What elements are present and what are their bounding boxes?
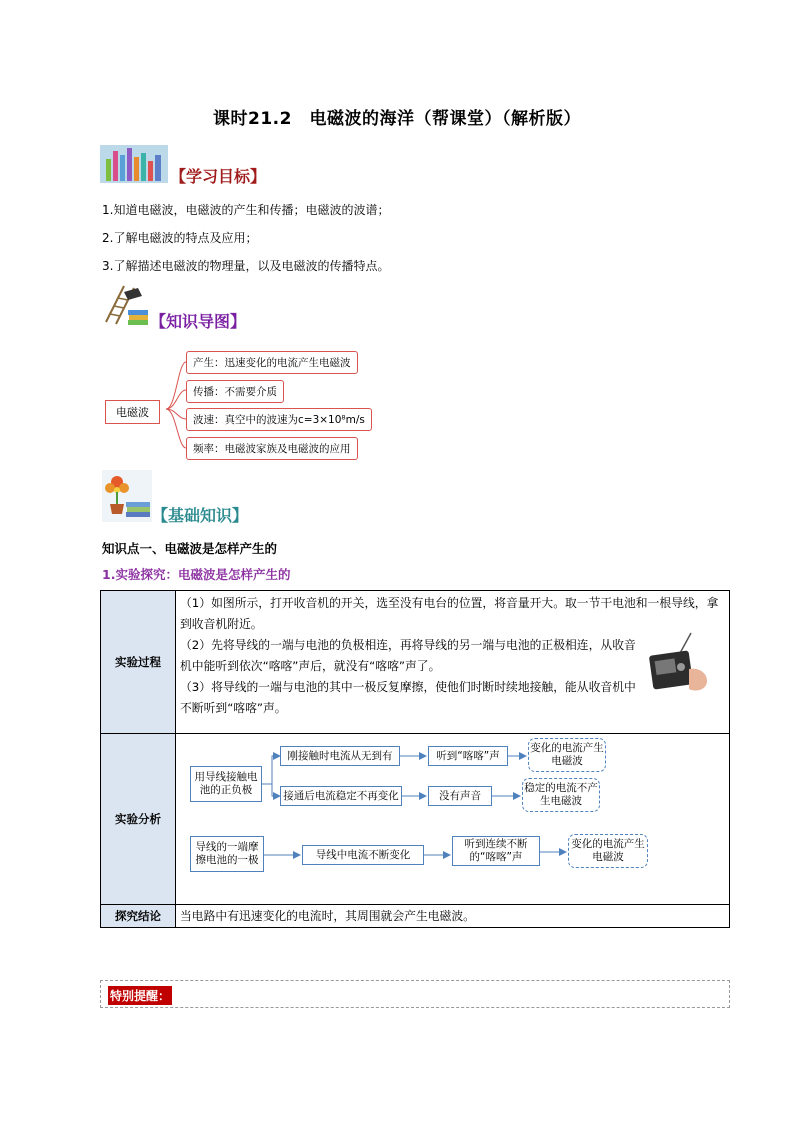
flow-conclusion: 变化的电流产生电磁波: [568, 834, 648, 868]
table-row: [101, 905, 730, 928]
mindmap-branch: 频率：电磁波家族及电磁波的应用: [186, 437, 358, 460]
process-step: （1）如图所示，打开收音机的开关，选至没有电台的位置，将音量开大。取一节干电池和一根导线，拿到收音机附近。: [180, 596, 719, 631]
experiment-table: [100, 590, 730, 928]
page-title: 课时21.2 电磁波的海洋（帮课堂）（解析版）: [213, 109, 581, 129]
mindmap-branch: 传播：不需要介质: [186, 380, 284, 403]
basic-heading: 【基础知识】: [152, 506, 249, 525]
flow-result: 听到连续不断的“喀喀”声: [452, 836, 540, 866]
flow-step: 接通后电流稳定不再变化: [280, 786, 402, 806]
mindmap-branch: 波速：真空中的波速为c=3×10⁸m/s: [186, 408, 372, 431]
radio-image: [645, 631, 711, 697]
basic-icon: [102, 470, 152, 522]
analysis-cell: [176, 734, 730, 905]
flow-start-a: 用导线接触电池的正负极: [190, 766, 262, 802]
flow-step: 刚接触时电流从无到有: [280, 746, 400, 766]
conclusion-label: 探究结论: [101, 905, 176, 928]
mindmap-root: 电磁波: [105, 400, 160, 424]
mindmap-heading: 【知识导图】: [150, 312, 247, 331]
knowledge-point-title: 知识点一、电磁波是怎样产生的: [102, 541, 278, 556]
goals-heading: 【学习目标】: [170, 167, 267, 186]
goal-item: 2.了解电磁波的特点及应用；: [102, 231, 258, 245]
analysis-flowchart: [176, 734, 732, 902]
flow-start-b: 导线的一端摩擦电池的一极: [190, 836, 264, 872]
process-cell: [176, 591, 730, 734]
conclusion-text: 当电路中有迅速变化的电流时，其周围就会产生电磁波。: [176, 905, 730, 928]
mindmap: [100, 345, 380, 465]
table-row: [101, 734, 730, 905]
flow-conclusion: 稳定的电流不产生电磁波: [522, 778, 600, 812]
process-text: [180, 593, 725, 719]
goal-item: 1.知道电磁波，电磁波的产生和传播；电磁波的波谱；: [102, 203, 390, 217]
goals-icon: [100, 145, 168, 183]
goal-item: 3.了解描述电磁波的物理量，以及电磁波的传播特点。: [102, 259, 390, 273]
process-step: （3）将导线的一端与电池的其中一极反复摩擦，使他们时断时续地接触，能从收音机中不断听到“喀喀”声。: [180, 680, 636, 715]
analysis-label: 实验分析: [101, 734, 176, 905]
flow-result: 听到“喀喀”声: [428, 746, 508, 766]
special-tip-box: [100, 980, 730, 1008]
flow-step: 导线中电流不断变化: [302, 845, 424, 865]
process-step: （2）先将导线的一端与电池的负极相连，再将导线的另一端与电池的正极相连，从收音机中能听到依次“喀喀”声后，就没有“喀喀”声了。: [180, 638, 636, 673]
table-row: [101, 591, 730, 734]
special-tip-label: 特别提醒：: [108, 986, 172, 1005]
flow-result: 没有声音: [428, 786, 492, 806]
mindmap-icon: [102, 282, 150, 326]
mindmap-branch: 产生：迅速变化的电流产生电磁波: [186, 351, 358, 374]
process-label: 实验过程: [101, 591, 176, 734]
experiment-subheading: 1.实验探究：电磁波是怎样产生的: [102, 567, 291, 582]
flow-conclusion: 变化的电流产生电磁波: [528, 738, 606, 772]
